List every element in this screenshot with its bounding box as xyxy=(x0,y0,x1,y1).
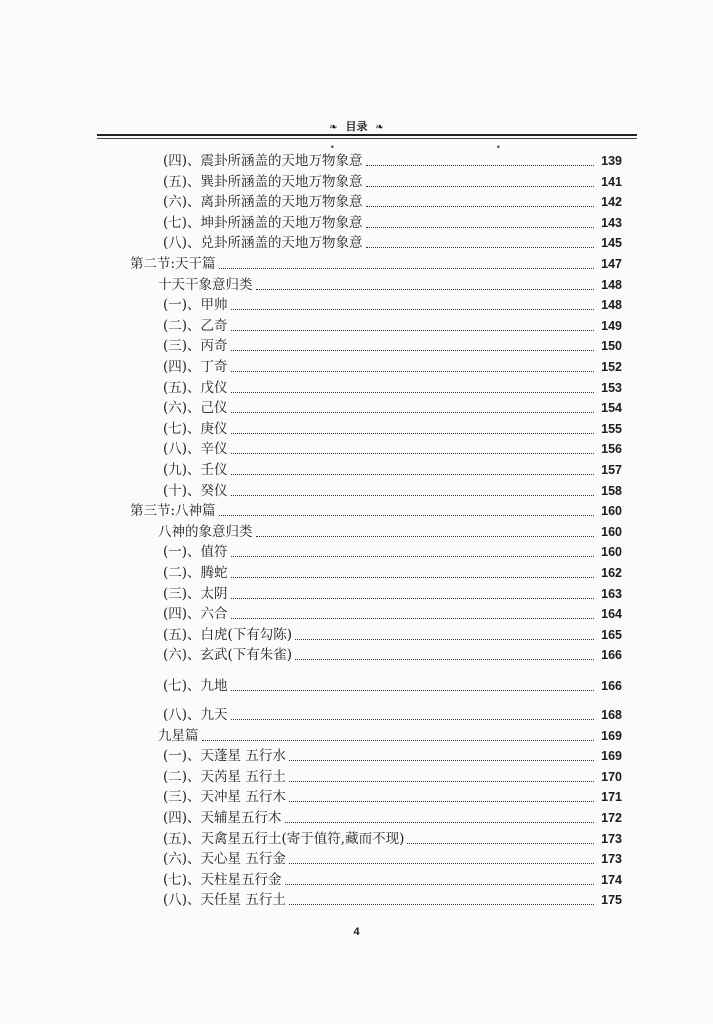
toc-entry-page: 171 xyxy=(601,790,622,805)
toc-entry-title: (七)、九地 xyxy=(163,678,228,695)
dot-leader xyxy=(231,495,594,496)
dot-leader xyxy=(231,690,594,691)
toc-entry-title: (十)、癸仪 xyxy=(163,482,228,499)
toc-entry xyxy=(163,356,622,376)
toc-entry xyxy=(163,171,622,191)
toc-entry xyxy=(163,745,622,765)
toc-entry-title: (二)、乙奇 xyxy=(163,317,228,334)
toc-entry-page: 172 xyxy=(601,811,622,825)
toc-entry-page: 153 xyxy=(601,380,622,395)
toc-entry-page: 160 xyxy=(601,524,622,539)
dot-leader xyxy=(231,412,594,413)
dot-leader xyxy=(231,350,594,351)
dot-leader xyxy=(407,843,594,844)
scan-speck: • xyxy=(496,143,501,152)
toc-entry-title: (六)、天心星 五行金 xyxy=(163,851,286,868)
toc-entry-page: 162 xyxy=(601,566,622,580)
toc-entry-page: 154 xyxy=(601,401,622,416)
toc-entry-title: (六)、离卦所涵盖的天地万物象意 xyxy=(163,194,363,211)
toc-entry-title: (四)、六合 xyxy=(163,606,228,623)
dot-leader xyxy=(366,247,594,248)
toc-entry-page: 145 xyxy=(601,236,622,251)
toc-entry-page: 155 xyxy=(601,421,622,436)
toc-entry xyxy=(158,725,622,745)
toc-entry-title: (七)、庚仪 xyxy=(163,420,228,437)
toc-entry-title: (八)、天任星 五行土 xyxy=(163,892,286,909)
toc-entry-title: (一)、甲帅 xyxy=(163,297,228,314)
dot-leader xyxy=(256,289,595,290)
toc-entry-title: (五)、巽卦所涵盖的天地万物象意 xyxy=(163,173,363,190)
toc-entry-title: (三)、丙奇 xyxy=(163,338,228,355)
toc-entry-page: 152 xyxy=(601,360,622,374)
toc-entry-title: (九)、壬仪 xyxy=(163,462,228,478)
toc-entry-title: (八)、兑卦所涵盖的天地万物象意 xyxy=(163,235,363,252)
toc-entry xyxy=(163,583,622,603)
toc-entry-page: 168 xyxy=(601,708,622,722)
dot-leader xyxy=(256,536,595,537)
header-rule-thick xyxy=(97,134,637,136)
header-title: 目录 xyxy=(345,120,368,133)
dot-leader xyxy=(289,863,594,864)
toc-entry-page: 163 xyxy=(601,586,622,601)
toc-entry xyxy=(163,294,622,314)
toc-entry-title: (一)、值符 xyxy=(163,544,228,561)
toc-entry xyxy=(163,562,622,582)
toc-entry xyxy=(163,704,622,724)
toc-entry xyxy=(163,150,622,170)
toc-entry xyxy=(158,274,622,294)
dot-leader xyxy=(285,822,594,823)
toc-entry xyxy=(158,521,622,541)
toc-entry-page: 156 xyxy=(601,442,622,457)
toc-entry-page: 169 xyxy=(601,749,622,764)
toc-entry xyxy=(163,644,622,664)
dot-leader xyxy=(231,719,594,720)
toc-entry xyxy=(163,541,622,561)
toc-entry xyxy=(163,480,622,500)
toc-entry-page: 158 xyxy=(601,483,622,498)
toc-entry xyxy=(163,459,622,479)
toc-entry xyxy=(163,232,622,252)
toc-entry-page: 169 xyxy=(601,728,622,743)
toc-entry xyxy=(130,500,622,520)
dot-leader xyxy=(366,165,594,166)
toc-entry-page: 157 xyxy=(601,463,622,477)
toc-entry-title: (八)、辛仪 xyxy=(163,441,228,458)
toc-entry-title: (五)、天禽星五行土(寄于值符,藏而不现) xyxy=(163,830,405,847)
header-rule-thin xyxy=(97,138,637,139)
dot-leader xyxy=(289,760,594,761)
toc-entry xyxy=(163,807,622,827)
toc-entry xyxy=(163,828,622,848)
dot-leader xyxy=(295,659,594,660)
toc-entry-title: (三)、太阴 xyxy=(163,585,228,602)
dot-leader xyxy=(231,577,594,578)
dot-leader xyxy=(231,556,594,557)
toc-entry xyxy=(163,869,622,889)
toc-entry-page: 170 xyxy=(601,769,622,784)
dot-leader xyxy=(366,206,594,207)
toc-entry xyxy=(163,191,622,211)
toc-entry-title: (七)、坤卦所涵盖的天地万物象意 xyxy=(163,214,363,231)
scan-speck: • xyxy=(330,143,335,152)
toc-entry xyxy=(163,315,622,335)
dot-leader xyxy=(231,330,594,331)
toc-entry-title: 十天干象意归类 xyxy=(158,276,253,293)
toc-entry-title: (五)、白虎(下有勾陈) xyxy=(163,626,293,643)
toc-entry xyxy=(130,253,622,273)
toc-entry-page: 148 xyxy=(601,277,622,292)
toc-entry-page: 141 xyxy=(601,174,622,189)
dot-leader xyxy=(231,309,594,310)
dot-leader xyxy=(219,268,594,269)
toc-entry-page: 143 xyxy=(601,215,622,230)
dot-leader xyxy=(202,740,595,741)
dot-leader xyxy=(289,801,594,802)
toc-entry xyxy=(163,603,622,623)
toc-entry-page: 142 xyxy=(601,195,622,210)
toc-entry-title: (五)、戊仪 xyxy=(163,379,228,396)
toc-entry xyxy=(163,335,622,355)
dot-leader xyxy=(231,371,594,372)
toc-entry-page: 166 xyxy=(601,648,622,663)
dot-leader xyxy=(285,884,594,885)
toc-entry-title: (四)、丁奇 xyxy=(163,359,228,375)
toc-entry xyxy=(163,624,622,644)
toc-entry xyxy=(163,438,622,458)
toc-entry-page: 166 xyxy=(601,679,622,694)
dot-leader xyxy=(231,598,594,599)
ornament-left-icon: ❧ xyxy=(329,122,338,133)
toc-entry-page: 175 xyxy=(601,893,622,908)
toc-entry xyxy=(163,848,622,868)
toc-entry-page: 147 xyxy=(601,257,622,271)
toc-entry-title: (七)、天柱星五行金 xyxy=(163,871,282,888)
page-number: 4 xyxy=(353,926,360,938)
toc-entry-title: (八)、九天 xyxy=(163,707,228,723)
toc-entry-title: (六)、己仪 xyxy=(163,400,228,417)
toc-header xyxy=(0,118,713,134)
toc-entry-page: 165 xyxy=(601,627,622,642)
dot-leader xyxy=(366,186,594,187)
toc-entry-title: (二)、腾蛇 xyxy=(163,565,228,581)
toc-entry-title: (四)、震卦所涵盖的天地万物象意 xyxy=(163,153,363,169)
toc-entry-page: 173 xyxy=(601,852,622,867)
dot-leader xyxy=(231,453,594,454)
toc-entry-title: 八神的象意归类 xyxy=(158,523,253,540)
toc-entry-page: 149 xyxy=(601,318,622,333)
toc-entry-title: 九星篇 xyxy=(158,727,199,744)
toc-entry xyxy=(163,889,622,909)
toc-entry-title: (二)、天芮星 五行土 xyxy=(163,768,286,785)
toc-entry-title: 第三节:八神篇 xyxy=(130,503,216,520)
dot-leader xyxy=(219,515,594,516)
toc-entry xyxy=(163,397,622,417)
dot-leader xyxy=(231,474,594,475)
dot-leader xyxy=(366,227,594,228)
dot-leader xyxy=(231,433,594,434)
toc-entry xyxy=(163,786,622,806)
toc-entry xyxy=(163,418,622,438)
toc-entry xyxy=(163,377,622,397)
toc-entry xyxy=(163,212,622,232)
dot-leader xyxy=(289,904,594,905)
ornament-right-icon: ❧ xyxy=(375,122,384,133)
toc-entry xyxy=(163,675,622,695)
toc-entry-page: 160 xyxy=(601,545,622,560)
toc-entry-title: (一)、天蓬星 五行水 xyxy=(163,748,286,765)
dot-leader xyxy=(231,392,594,393)
toc-entry-page: 174 xyxy=(601,872,622,887)
toc-entry-page: 139 xyxy=(601,154,622,168)
toc-entry-page: 173 xyxy=(601,831,622,846)
dot-leader xyxy=(289,781,594,782)
toc-entry-title: 第二节:天干篇 xyxy=(130,256,216,272)
toc-entry-page: 148 xyxy=(601,298,622,313)
toc-entry-page: 150 xyxy=(601,339,622,354)
toc-entry-page: 160 xyxy=(601,504,622,519)
toc-entry-title: (六)、玄武(下有朱雀) xyxy=(163,647,293,664)
toc-entry-title: (四)、天辅星五行木 xyxy=(163,810,282,826)
dot-leader xyxy=(295,639,594,640)
toc-entry-title: (三)、天冲星 五行木 xyxy=(163,789,286,806)
toc-entry xyxy=(163,766,622,786)
toc-entry-page: 164 xyxy=(601,607,622,622)
dot-leader xyxy=(231,618,594,619)
